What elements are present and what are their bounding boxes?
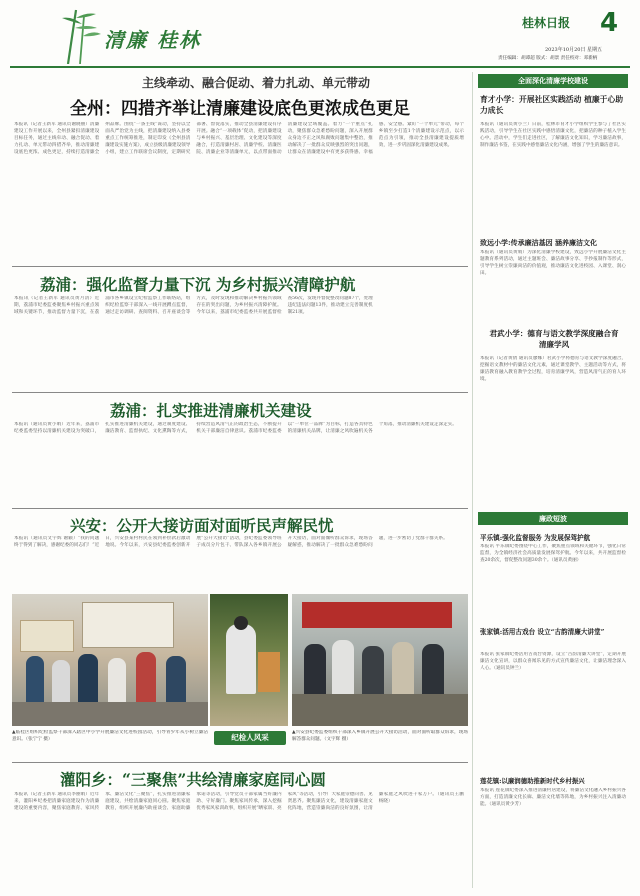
sidebar-story-5-headline: 张家镇:活用古戏台 设立“古韵清廉大讲堂” <box>480 628 605 636</box>
page-number: 4 <box>600 8 619 38</box>
photo-right-caption: ▲兴安县纪委监委组织干部深入乡镇开展公开大接访活动，面对面听取群众诉求，现场解答群众问题。（文宇辉 摄） <box>292 730 468 742</box>
lipu-body: 本报讯（记者王新军 通讯员黄月清）近期，荔浦市纪委监委聚焦乡村振兴重点领域和关键环节，推动监督力量下沉，在荔浦市各乡镇设立纪检监察工作联络站，组织纪检监察干部深入一线开展蹲点监督，通过走访调研、查阅资料、召开座谈会等方式，及时发现和推动解决乡村振兴领域存在的突出问题，为乡村振兴清障护航。今年以来，荔浦市纪委监委共开展监督检查56次，发现并督促整改问题87个，处理违纪违法问题13件，推动建立完善制度机制21项。 <box>14 296 373 315</box>
photo-right <box>292 594 468 726</box>
photo-middle <box>210 594 288 726</box>
photo-badge <box>214 731 286 745</box>
sidebar-banner-2-label: 廉政短波 <box>539 514 567 523</box>
sidebar-story-1-headline: 育才小学：开展社区实践活动 植廉于心助力成长 <box>480 95 624 115</box>
xingan-body: 本报讯（通讯员文宇辉 谢颖）“我的问题终于得到了解决，感谢纪委的同志们！”近日，兴安县某村村民在领到补偿款后激动地说。今年以来，兴安县纪委监委创新开展“公开大接访”活动，县纪委监委领导班子成员分片包干、带队深入各乡镇开展公开大接访，面对面倾听群众诉求，现场答疑解惑，推动解决了一批群众急难愁盼问题，进一步密切了党群干群关系。 <box>14 536 448 548</box>
photo-left-caption: ▲临桂区组织纪检监察干部深入辖区中小学开展廉洁文化进校园活动，引导青少年从小树立廉洁意识。（张宁宁 摄） <box>12 730 208 742</box>
sidebar-story-4-body: 本报讯 平乐镇纪委围绕中心工作，聚焦重点领域和关键环节，强化日常监督，为全镇经济社会高质量发展保驾护航。今年以来，共开展监督检查20余次，督促整改问题30余个。（通讯员黄丽） <box>480 544 626 563</box>
editor-info: 责任编辑：胡谭超 版式：胡景 责任校对：邓新柄 <box>498 56 598 61</box>
sidebar-story-2-headline: 致远小学:传承廉洁基因 涵养廉洁文化 <box>480 238 598 247</box>
paper-name: 桂林日报 <box>522 16 571 30</box>
lipu2-headline: 荔浦：扎实推进清廉机关建设 <box>110 401 312 420</box>
divider-4 <box>12 762 468 763</box>
date-line: 2023年10月20日 星期五 <box>545 47 603 53</box>
sidebar-story-3-body: 本报讯（记者黄倩 通讯员廖娜）君武小学将德育与语文教学深度融合，挖掘语文教材中的廉洁文化元素，通过课堂教学、主题活动等方式，将廉洁教育融入教育教学全过程，培育清廉学风，营造风清气正的育人环境。 <box>480 356 626 382</box>
divider-1 <box>12 266 468 267</box>
sidebar-story-4-headline: 平乐镇:强化监督服务 为发展保驾护航 <box>480 534 591 542</box>
sidebar-banner-1 <box>478 74 628 88</box>
sidebar-story-5-body: 本报讯 张家镇纪委活用古戏台资源，设立“古韵清廉大讲堂”，定期开展廉洁文化宣讲，以群众喜闻乐见的方式宣传廉洁文化，让廉洁理念深入人心。（通讯员钟兰） <box>480 652 626 671</box>
sidebar-story-6-body: 本报讯 莲花镇纪委深入推进清廉村居建设，将廉洁文化融入乡村振兴各方面，打造清廉文化长廊、廉洁文化墙等阵地，为乡村振兴注入清廉动能。（通讯员黄少芳） <box>480 788 626 807</box>
guanyang-headline: 灌阳乡：“三聚焦”共绘清廉家庭同心圆 <box>60 770 326 789</box>
lead-headline: 全州：四措齐举让清廉建设底色更浓成色更足 <box>70 99 410 119</box>
sidebar-story-3-headline: 君武小学：德育与语文教学深度融合育清廉学风 <box>489 329 619 349</box>
sidebar-story-6-headline: 莲花镇:以廉润德助推新时代乡村振兴 <box>480 777 585 785</box>
sidebar-story-1-body: 本报讯（通讯员黄小兰）日前，桂林市育才小学组织学生参与了社区实践活动，引导学生在社区实践中感悟清廉文化，把廉洁的种子植入学生心中。活动中，学生们走进社区，了解廉洁文化知识，学习廉洁故事，制作廉洁书签，在实践中感悟廉洁文化内涵，增强了学生的廉洁意识。 <box>480 122 626 148</box>
xingan-headline: 兴安：公开大接访面对面听民声解民忧 <box>70 516 334 535</box>
masthead-rule <box>10 66 630 68</box>
sidebar-banner-1-label: 全面深化清廉学校建设 <box>518 76 588 85</box>
photo-left <box>12 594 208 726</box>
lead-body: 本报讯（记者王新军 通讯员谢晓丽）清廉建设工作开展以来，全州县紧扣清廉建设目标任务，通过主线牵动、融合促动、着力扎动、单元带动四措齐举，推动清廉建设底色更浓、成色更足，持续打造清廉全州品牌。围绕“一条主线”谋动，坚持以全面从严治党为主线，把清廉建设纳入县委重点工作统筹推进，制定印发《全州县清廉建设实施方案》，成立县级清廉建设领导小组，建立工作联席会议制度，定期研究部署、督促落实，推动全县清廉建设有序开展。融合“一项载体”促动，把清廉建设与乡村振兴、基层治理、文化建设等深度融合，打造清廉村居、清廉学校、清廉医院、清廉企业等清廉单元，以点带面推动清廉建设全域覆盖。着力“一个重点”扎动，聚焦群众急难愁盼问题，深入开展群众身边不正之风和腐败问题集中整治，推动解决了一批群众反映强烈的突出问题，让群众在清廉建设中有更多获得感、幸福感、安全感。紧盯“一个单元”带动，每个乡镇至少打造1个清廉建设示范点，以示范点为引领，推动全县清廉建设提质增效，进一步巩固深化清廉建设成果。 <box>14 122 464 155</box>
divider-3 <box>12 508 468 509</box>
photo-badge-label: 纪检人风采 <box>231 733 269 742</box>
sidebar-banner-2 <box>478 512 628 525</box>
masthead <box>0 0 640 70</box>
lipu2-body: 本报讯（通讯员黄小娟）近年来，荔浦市纪委监委坚持以清廉机关建设为突破口，扎实推进清廉机关建设，通过制度建设、廉洁教育、监督执纪、文化熏陶等方式，持续营造风清气正的政治生态，不断提升机关干部廉洁自律意识。荔浦市纪委监委以“一单位一品牌”为目标，打造各具特色的清廉机关品牌，让清廉之风吹遍机关各个角落，推动清廉机关建设走深走实。 <box>14 422 457 434</box>
lead-kicker: 主线牵动、融合促动、着力扎动、单元带动 <box>141 76 370 90</box>
lipu-headline: 荔浦：强化监督力量下沉 为乡村振兴清障护航 <box>40 275 356 294</box>
guanyang-body: 本报讯（记者王新军 通讯员李丽娟）近年来，灌阳乡纪委把清廉家庭建设作为清廉建设的重要内容，聚焦家庭教育、家风传承、廉洁文化“三聚焦”，扎实推进清廉家庭建设，共绘清廉家庭同心圆。聚焦家庭教育，组织开展廉内助座谈会、家庭助廉承诺等活动，引导党员干部家属当好廉内助、守好廉门。聚焦家风传承，深入挖掘优秀家风家训故事，组织开展“晒家训、亮家风”等活动，引导广大家庭崇德向善、见贤思齐。聚焦廉洁文化，建设清廉家庭文化阵地，营造崇廉尚洁的良好氛围，让清廉家庭之风吹进千家万户。（通讯员王鹏 杨晓） <box>14 792 464 811</box>
section-title: 清廉 桂林 <box>104 28 201 52</box>
sidebar-story-2-body: 本报讯（通讯员黄娟）为深化清廉学校建设，致远小学开展廉洁文化主题教育系列活动，通过主题班会、廉洁故事分享、手抄报制作等形式，引导学生树立崇廉尚洁的价值观，推动廉洁文化进校园、入课堂、润心田。 <box>480 250 626 276</box>
divider-2 <box>12 392 468 393</box>
sidebar-divider <box>472 72 473 888</box>
